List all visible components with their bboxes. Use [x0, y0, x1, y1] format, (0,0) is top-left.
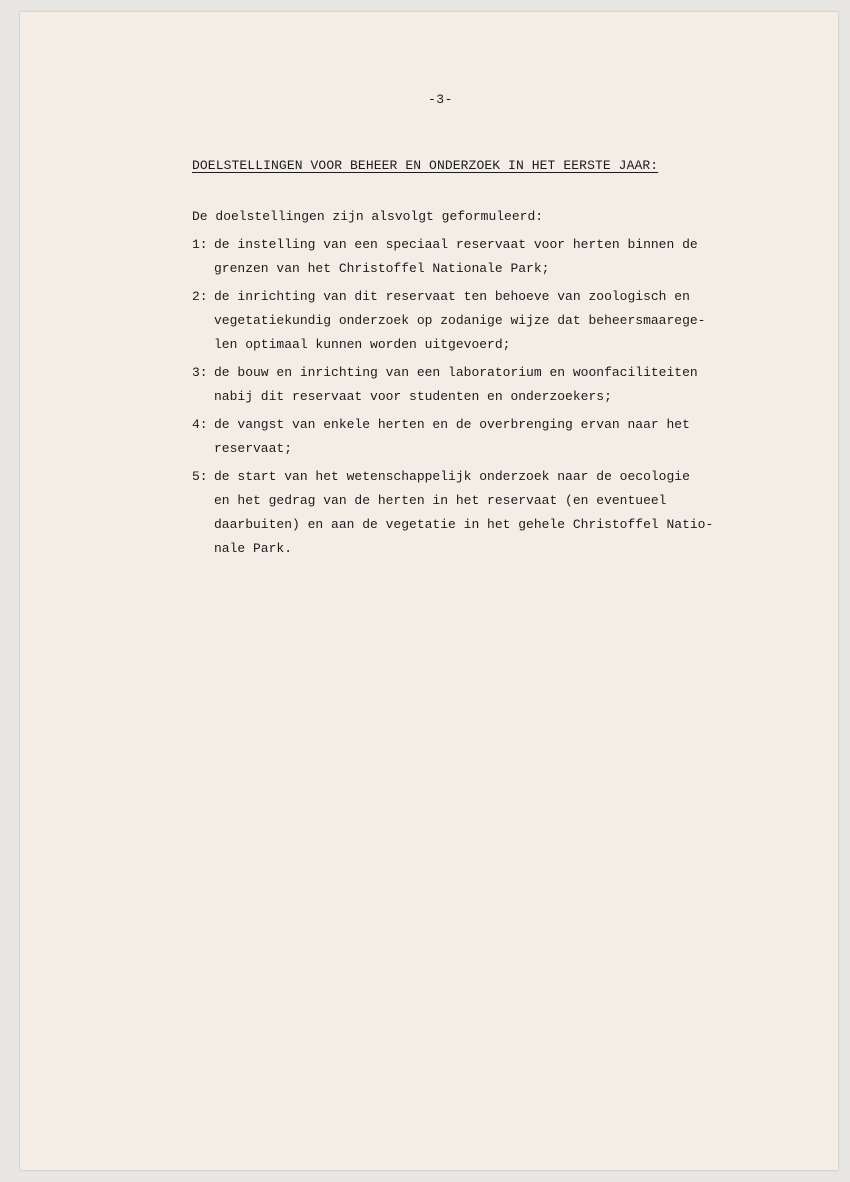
objective-number: 5:	[192, 469, 208, 484]
intro-text: De doelstellingen zijn alsvolgt geformuleerd:	[192, 209, 544, 224]
objective-number: 3:	[192, 365, 208, 380]
objective-item-4	[192, 413, 752, 461]
objective-line: de start van het wetenschappelijk onderzoek naar de oecologie	[214, 469, 690, 484]
page-number: -3-	[428, 92, 453, 107]
objective-line: vegetatiekundig onderzoek op zodanige wijze dat beheersmaarege-	[214, 313, 706, 328]
objectives-list	[192, 233, 752, 565]
objective-line: de inrichting van dit reservaat ten behoeve van zoologisch en	[214, 289, 690, 304]
objective-line: reservaat;	[214, 441, 293, 456]
objective-line: de bouw en inrichting van een laboratorium en woonfaciliteiten	[214, 365, 698, 380]
objective-item-5	[192, 465, 752, 561]
objective-item-1	[192, 233, 752, 281]
objective-item-3	[192, 361, 752, 409]
objective-number: 2:	[192, 289, 208, 304]
section-heading: DOELSTELLINGEN VOOR BEHEER EN ONDERZOEK IN HET EERSTE JAAR:	[192, 158, 659, 173]
objective-line: nale Park.	[214, 541, 293, 556]
objective-line: grenzen van het Christoffel Nationale Park;	[214, 261, 550, 276]
objective-line: de vangst van enkele herten en de overbrenging ervan naar het	[214, 417, 690, 432]
document-page	[20, 12, 838, 1170]
objective-line: en het gedrag van de herten in het reservaat (en eventueel	[214, 493, 667, 508]
objective-line: len optimaal kunnen worden uitgevoerd;	[214, 337, 511, 352]
objective-line: de instelling van een speciaal reservaat voor herten binnen de	[214, 237, 698, 252]
objective-number: 1:	[192, 237, 208, 252]
objective-line: nabij dit reservaat voor studenten en onderzoekers;	[214, 389, 612, 404]
objective-item-2	[192, 285, 752, 357]
objective-line: daarbuiten) en aan de vegetatie in het gehele Christoffel Natio-	[214, 517, 714, 532]
objective-number: 4:	[192, 417, 208, 432]
